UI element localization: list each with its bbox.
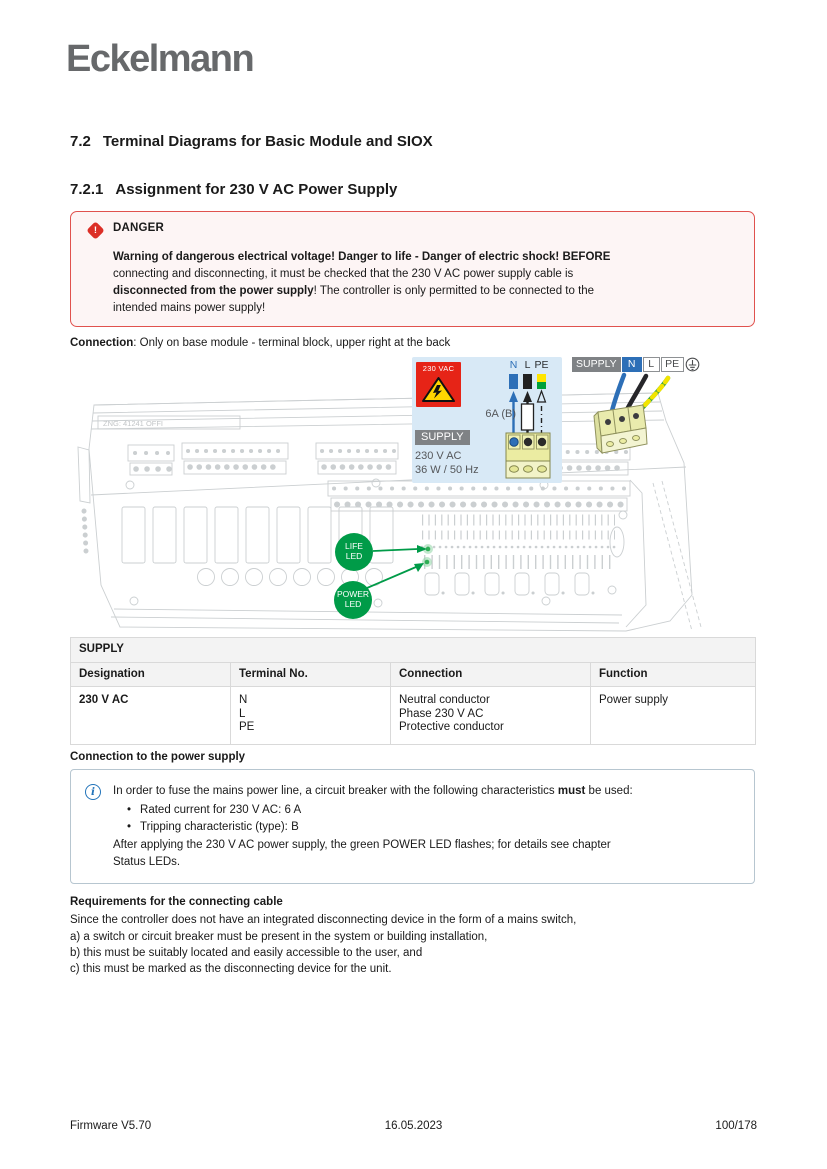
col-function: Function	[591, 663, 756, 687]
requirements-line: b) this must be suitably located and easily accessible to the user, and	[70, 946, 423, 959]
subsection-number: 7.2.1	[70, 181, 104, 198]
company-logo: Eckelmann	[66, 38, 254, 80]
cell-terminals: N L PE	[231, 687, 391, 745]
bullet-item: • Tripping characteristic (type): B	[127, 821, 299, 833]
life-led-callout: LIFE LED	[335, 533, 373, 571]
earth-ground-icon	[685, 357, 700, 372]
subsection-title: Assignment for 230 V AC Power Supply	[115, 181, 398, 198]
fuse-rating-label: 6A (B)	[485, 408, 516, 420]
fuse-symbol	[522, 404, 534, 430]
supply-tag: SUPPLY	[415, 430, 470, 445]
cell-designation: 230 V AC	[71, 687, 231, 745]
subsection-heading	[70, 181, 397, 198]
supply-header-strip	[572, 357, 700, 372]
terminal-pe	[538, 438, 546, 446]
supply-table	[70, 637, 756, 745]
footer-date: 16.05.2023	[384, 1120, 443, 1132]
label-pe: PE	[534, 359, 549, 371]
requirements-line: a) a switch or circuit breaker must be present in the system or building installation,	[70, 930, 488, 943]
page-footer	[70, 1120, 757, 1132]
section-number: 7.2	[70, 133, 91, 150]
header-l: L	[643, 357, 660, 372]
danger-title: DANGER	[113, 222, 165, 234]
label-l: L	[524, 359, 531, 371]
board-drawing	[70, 355, 710, 637]
info-outro: After applying the 230 V AC power supply, the green POWER LED flashes; for details see chapter	[113, 839, 611, 851]
col-designation: Designation	[71, 663, 231, 687]
table-title: SUPPLY	[71, 638, 756, 663]
requirements-line: c) this must be marked as the disconnecting device for the unit.	[70, 963, 392, 976]
info-icon: i	[85, 784, 101, 800]
label-n: N	[509, 359, 518, 371]
bullet-item: • Rated current for 230 V AC: 6 A	[127, 804, 302, 816]
danger-text: Warning of dangerous electrical voltage! Danger to life - Danger of electric shock! BEFORE connecting and disconnecting, it must be checked that the 230 V AC power supply cable is disconnected from the power supply! The controller is only permitted to be connected to the intended mains power supply!	[113, 251, 611, 314]
power-label: 36 W / 50 Hz	[415, 464, 479, 476]
supply-plug-connector	[594, 405, 647, 453]
board-id-label: ZNG: 41241 OFFI	[103, 419, 164, 428]
table-row	[71, 687, 756, 745]
power-supply-heading: Connection to the power supply	[70, 751, 246, 763]
section-title: Terminal Diagrams for Basic Module and SIOX	[102, 133, 433, 150]
info-text	[113, 783, 748, 871]
footer-page-number: 100/178	[715, 1120, 757, 1132]
supply-detail-overlay	[412, 357, 562, 483]
col-connection: Connection	[391, 663, 591, 687]
header-n: N	[622, 357, 642, 372]
connection-note: Connection: Only on base module - terminal block, upper right at the back	[70, 337, 451, 349]
terminal-l	[524, 438, 532, 446]
power-led-dot	[425, 560, 430, 565]
requirements-heading: Requirements for the connecting cable	[70, 896, 283, 908]
high-voltage-warning-sign	[416, 362, 461, 407]
cell-function: Power supply	[591, 687, 756, 745]
info-outro: Status LEDs.	[113, 856, 181, 868]
terminal-n	[510, 438, 518, 446]
voltage-label: 230 V AC	[415, 450, 462, 462]
warning-sign-label: 230 VAC	[422, 364, 455, 373]
danger-box	[70, 211, 755, 327]
section-heading	[70, 133, 433, 150]
cell-connections: Neutral conductor Phase 230 V AC Protective conductor	[391, 687, 591, 745]
requirements-line: Since the controller does not have an integrated disconnecting device in the form of a mains switch,	[70, 914, 577, 927]
info-bullet-list	[127, 802, 748, 836]
terminal-diagram	[70, 355, 710, 637]
info-intro: In order to fuse the mains power line, a circuit breaker with the following characteristics must be used:	[113, 785, 633, 797]
info-box	[70, 769, 755, 884]
header-supply-tag: SUPPLY	[572, 357, 621, 372]
danger-diamond-icon: !	[86, 221, 104, 239]
power-led-callout: POWER LED	[334, 581, 372, 619]
requirements-section	[70, 894, 760, 977]
footer-firmware: Firmware V5.70	[70, 1120, 152, 1132]
header-pe: PE	[661, 357, 684, 372]
warning-triangle-icon	[421, 376, 456, 403]
col-terminal-no: Terminal No.	[231, 663, 391, 687]
